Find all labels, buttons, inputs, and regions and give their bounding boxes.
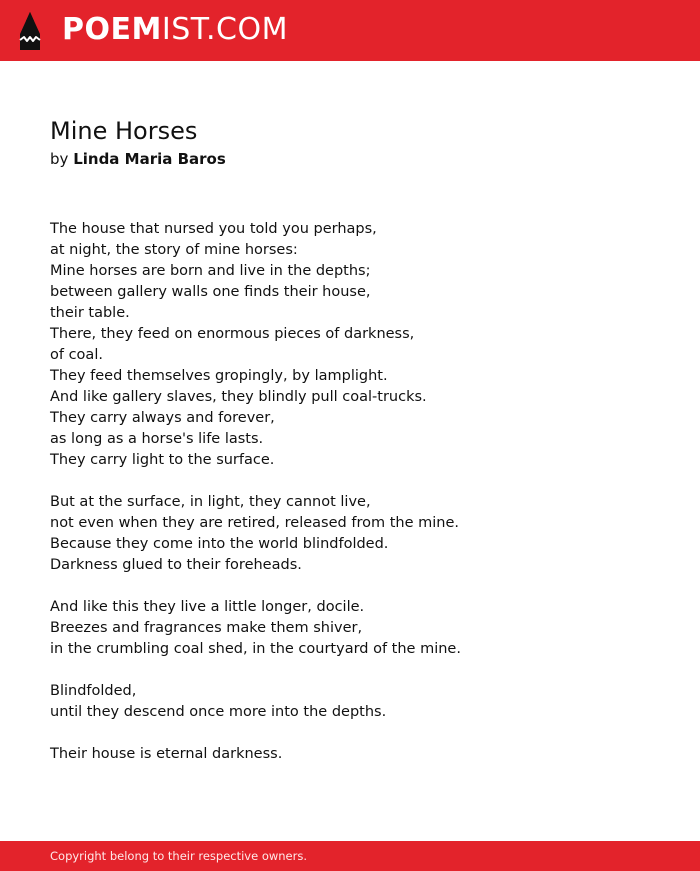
logo-text-bold: POEM bbox=[62, 12, 162, 47]
poem-line: Breezes and fragrances make them shiver, bbox=[50, 620, 363, 636]
poem-line: And like gallery slaves, they blindly pull coal-trucks. bbox=[50, 389, 427, 405]
poem-line: They carry always and forever, bbox=[50, 410, 275, 426]
poem-line: at night, the story of mine horses: bbox=[50, 242, 298, 258]
poem-line: until they descend once more into the depths. bbox=[50, 704, 387, 720]
poem-line: And like this they live a little longer, docile. bbox=[50, 599, 365, 615]
poem-line: their table. bbox=[50, 305, 130, 321]
poem-line: as long as a horse's life lasts. bbox=[50, 431, 264, 447]
pencil-tip-icon bbox=[18, 10, 42, 52]
logo-text-light: IST.COM bbox=[161, 12, 288, 47]
poem-line: in the crumbling coal shed, in the courtyard of the mine. bbox=[50, 641, 461, 657]
site-logo-link[interactable] bbox=[62, 13, 288, 47]
byline-prefix: by bbox=[50, 150, 69, 168]
poem-line: not even when they are retired, released from the mine. bbox=[50, 515, 459, 531]
byline bbox=[50, 148, 226, 170]
stanza bbox=[50, 219, 650, 471]
poem-line: Because they come into the world blindfolded. bbox=[50, 536, 389, 552]
poem-line: Their house is eternal darkness. bbox=[50, 746, 283, 762]
poem-line: Mine horses are born and live in the depths; bbox=[50, 263, 371, 279]
copyright-notice: Copyright belong to their respective owners. bbox=[50, 849, 308, 863]
site-header bbox=[0, 0, 700, 61]
poem-line: But at the surface, in light, they cannot live, bbox=[50, 494, 371, 510]
stanza bbox=[50, 492, 650, 576]
poem-line: They feed themselves gropingly, by lamplight. bbox=[50, 368, 388, 384]
author-name: Linda Maria Baros bbox=[73, 150, 226, 168]
poem-line: Blindfolded, bbox=[50, 683, 137, 699]
poem-line: Darkness glued to their foreheads. bbox=[50, 557, 302, 573]
site-footer bbox=[0, 841, 700, 871]
poem-line: There, they feed on enormous pieces of darkness, bbox=[50, 326, 415, 342]
stanza bbox=[50, 681, 650, 723]
poem-line: They carry light to the surface. bbox=[50, 452, 275, 468]
poem-line: of coal. bbox=[50, 347, 103, 363]
poem-body bbox=[50, 219, 650, 786]
stanza bbox=[50, 597, 650, 660]
poem-title: Mine Horses bbox=[50, 117, 198, 145]
poem-line: between gallery walls one finds their house, bbox=[50, 284, 371, 300]
poem-line: The house that nursed you told you perhaps, bbox=[50, 221, 377, 237]
stanza bbox=[50, 744, 650, 765]
